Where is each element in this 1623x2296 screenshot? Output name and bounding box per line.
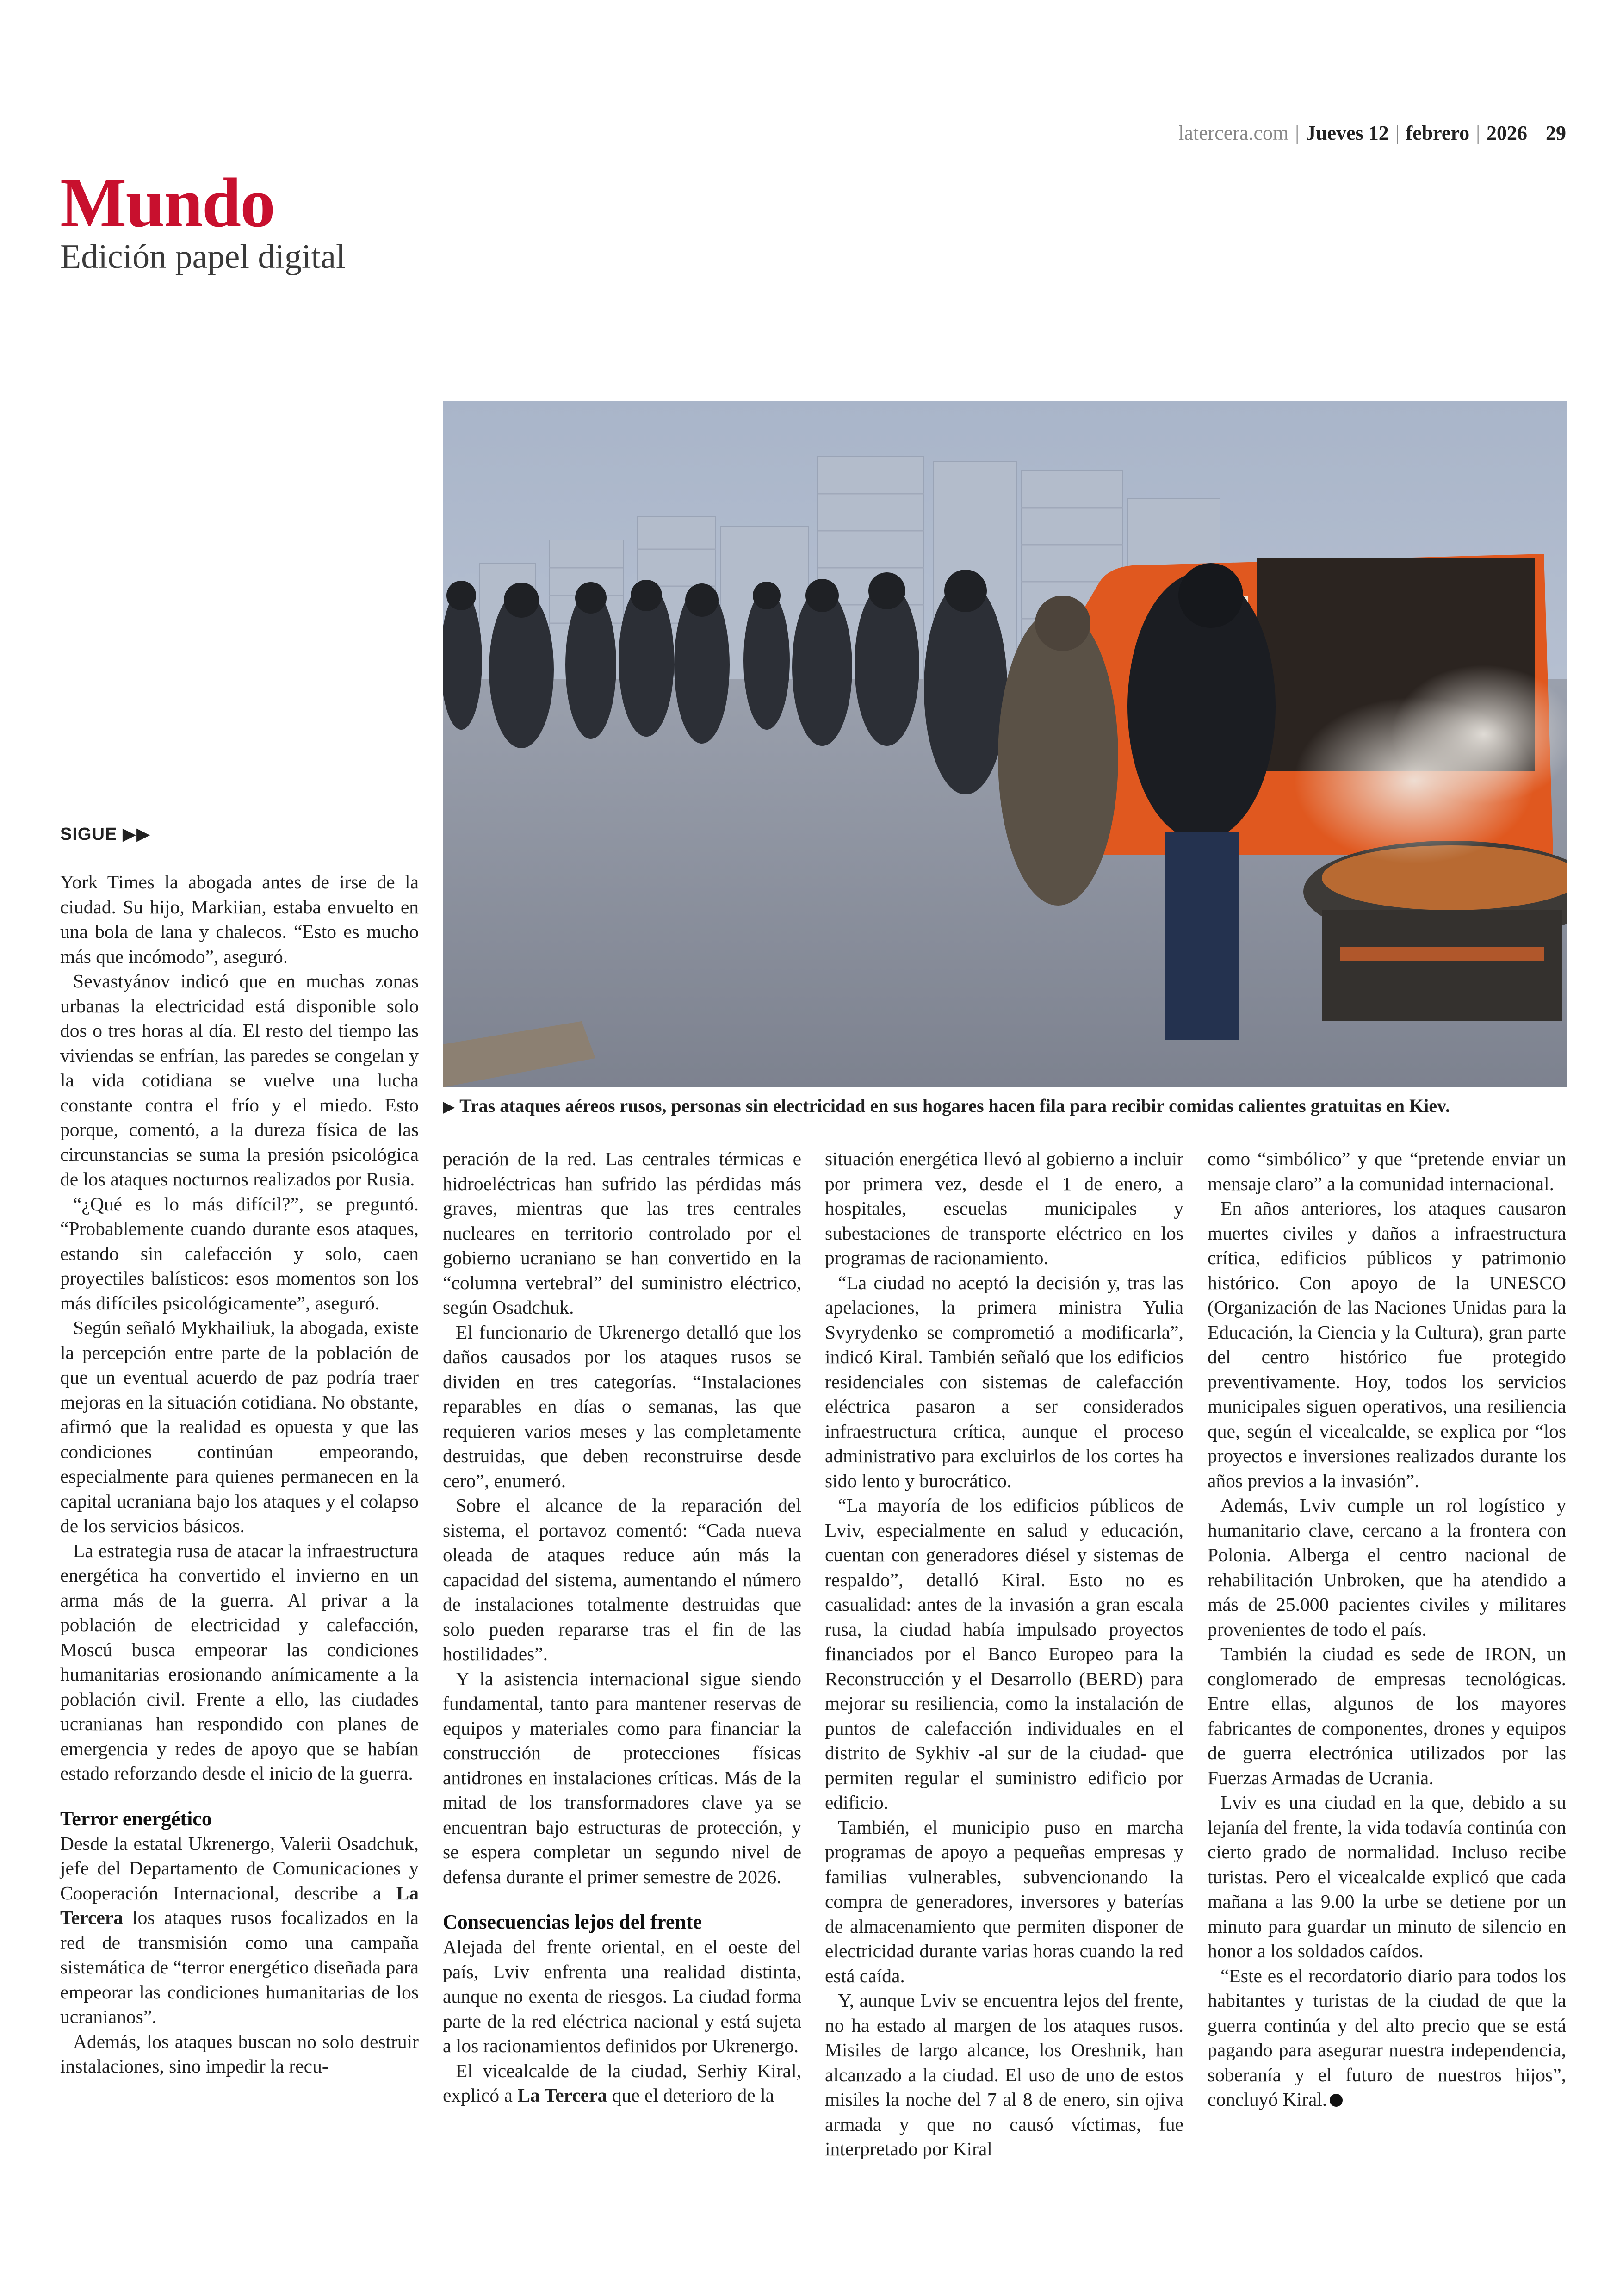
- paragraph: En años anteriores, los ataques causaron muertes civiles y daños a infraestructura crítica, edificios públicos y patrimonio histórico. Con apoyo de la UNESCO (Organización de las Naciones Unidas para la Educación, la Ciencia y la Cultura), gran parte del centro histórico fue protegido preventivamente. Hoy, todos los servicios municipales siguen operativos, una resiliencia que, según el vicealcalde, se explica por “los proyectos e inversiones realizados durante los años previos a la invasión”.: [1208, 1198, 1566, 1491]
- article-column-1: [60, 870, 419, 2079]
- article-column-4: [1208, 1147, 1566, 2112]
- newspaper-name: La Tercera: [60, 1882, 419, 1928]
- paragraph: situación energética llevó al gobierno a incluir por primera vez, desde el 1 de enero, a hospitales, escuelas municipales y subestaciones de transporte eléctrico en los programas de racionamiento.: [825, 1148, 1183, 1268]
- issue-day: Jueves 12: [1306, 122, 1389, 144]
- paragraph: “Este es el recordatorio diario para todos los habitantes y turistas de la ciudad de que la guerra continúa y del alto precio que se está pagando para asegurar nuestra independencia, soberanía y el futuro de nuestros hijos”, concluyó Kiral.: [1208, 1965, 1566, 2110]
- paragraph: como “simbólico” y que “pretende enviar un mensaje claro” a la comunidad internacional.: [1208, 1148, 1566, 1194]
- section-subtitle: Edición papel digital: [60, 238, 346, 276]
- paragraph: El funcionario de Ukrenergo detalló que los daños causados por los ataques rusos se dividen en tres categorías. “Instalaciones reparables en días o semanas, las que requieren varios meses y las completamente destruidas, que deben reconstruirse desde cero”, enumeró.: [443, 1321, 801, 1491]
- paragraph: Desde la estatal Ukrenergo, Valerii Osadchuk, jefe del Departamento de Comunicaciones y Cooperación Internacional, describe a La Tercera los ataques rusos focalizados en la red de transmisión como una campaña sistemática de “terror energético diseñada para empeorar las condiciones humanitarias de los ucranianos”.: [60, 1832, 419, 2027]
- paragraph: Y, aunque Lviv se encuentra lejos del frente, no ha estado al margen de los ataques rusos. Misiles de largo alcance, los Oreshnik, han alcanzado a la ciudad. El uso de uno de estos misiles la noche del 7 al 8 de enero, sin ojiva armada y que no causó víctimas, fue interpretado por Kiral: [825, 1990, 1183, 2159]
- paragraph: La estrategia rusa de atacar la infraestructura energética ha convertido el invierno en un arma más de la guerra. Al privar a la población de electricidad y calefacción, Moscú busca empeorar las condiciones humanitarias erosionando anímicamente a la población civil. Frente a ello, las ciudades ucranianas han respondido con planes de emergencia y redes de apoyo que se habían estado reforzando desde el inicio de la guerra.: [60, 1539, 419, 1784]
- newspaper-name: La Tercera: [517, 2085, 607, 2106]
- paragraph: Alejada del frente oriental, en el oeste del país, Lviv enfrenta una realidad distinta, aunque no exenta de riesgos. La ciudad forma parte de la red eléctrica nacional y está sujeta a los racionamientos definidos por Ukrenergo.: [443, 1936, 801, 2056]
- paragraph: “¿Qué es lo más difícil?”, se preguntó. “Probablemente cuando durante esos ataques, estando sin calefacción y solo, caen proyectiles balísticos: esos momentos son los más difíciles psicológicamente”, aseguró.: [60, 1193, 419, 1314]
- continues-label: SIGUE ▶▶: [60, 825, 151, 844]
- paragraph: “La ciudad no aceptó la decisión y, tras las apelaciones, la primera ministra Yulia Svyrydenko se comprometió a modificarla”, indicó Kiral. También señaló que los edificios residenciales con sistemas de calefacción eléctrica pasaron a ser considerados infraestructura crítica, aunque el proceso administrativo para excluirlos de los cortes ha sido lento y burocrático.: [825, 1272, 1183, 1491]
- photo-caption: [443, 1094, 1572, 1117]
- article-column-3: [825, 1147, 1183, 2162]
- issue-month: febrero: [1406, 122, 1470, 144]
- caption-triangle-icon: ▶: [443, 1098, 455, 1116]
- paragraph: El vicealcalde de la ciudad, Serhiy Kiral, explicó a La Tercera que el deterioro de la: [443, 2060, 801, 2106]
- paragraph: York Times la abogada antes de irse de la ciudad. Su hijo, Markiian, estaba envuelto en una bola de lana y chalecos. “Esto es mucho más que incómodo”, aseguró.: [60, 871, 419, 967]
- news-photo: [443, 401, 1567, 1087]
- subheading-terror-energetico: Terror energético: [60, 1807, 212, 1830]
- paragraph: Según señaló Mykhailiuk, la abogada, existe la percepción entre parte de la población de que un eventual acuerdo de paz podría traer mejoras en la situación cotidiana. No obstante, afirmó que la realidad es opuesta y que las condiciones continúan empeorando, especialmente para quienes permanecen en la capital ucraniana bajo los ataques y el colapso de los servicios básicos.: [60, 1317, 419, 1536]
- issue-year: 2026: [1487, 122, 1527, 144]
- subheading-consecuencias: Consecuencias lejos del frente: [443, 1911, 702, 1933]
- page-number: 29: [1546, 122, 1566, 144]
- site-name: latercera.com: [1178, 122, 1289, 144]
- paragraph: Lviv es una ciudad en la que, debido a su lejanía del frente, la vida todavía continúa con cierto grado de normalidad. Incluso recibe turistas. Pero el vicealcalde explicó que cada mañana a las 9.00 la urbe se detiene por un minuto para guardar un minuto de silencio en honor a los soldados caídos.: [1208, 1792, 1566, 1961]
- article-column-2: [443, 1147, 801, 2108]
- caption-text: Tras ataques aéreos rusos, personas sin electricidad en sus hogares hacen fila para recibir comidas calientes gratuitas en Kiev.: [459, 1095, 1450, 1116]
- paragraph: También la ciudad es sede de IRON, un conglomerado de empresas tecnológicas. Entre ellas, algunos de los mayores fabricantes de componentes, drones y equipos de guerra electrónica utilizados por las Fuerzas Armadas de Ucrania.: [1208, 1643, 1566, 1788]
- paragraph: “La mayoría de los edificios públicos de Lviv, especialmente en salud y educación, cuentan con generadores diésel y sistemas de respaldo”, detalló Kiral. Esto no es casualidad: antes de la invasión a gran escala rusa, la ciudad había impulsado proyectos financiados por el Banco Europeo para la Reconstrucción y el Desarrollo (BERD) para mejorar su resiliencia, como la instalación de puntos de calefacción individuales en el distrito de Sykhiv -al sur de la ciudad- que permiten regular el suministro edificio por edificio.: [825, 1495, 1183, 1813]
- section-title: Mundo: [60, 164, 275, 242]
- paragraph: Y la asistencia internacional sigue siendo fundamental, tanto para mantener reservas de equipos y materiales como para financiar la construcción de protecciones físicas antidrones en instalaciones críticas. Más de la mitad de los transformadores clave ya se encuentran bajo estructuras de protección, y se espera completar un segundo nivel de defensa durante el primer semestre de 2026.: [443, 1668, 801, 1887]
- running-head: latercera.com | Jueves 12 | febrero | 2026 29: [1178, 122, 1566, 144]
- paragraph: Sevastyánov indicó que en muchas zonas urbanas la electricidad está disponible solo dos o tres horas al día. El resto del tiempo las viviendas se enfrían, las paredes se congelan y la vida cotidiana se vuelve una lucha constante contra el frío y el miedo. Esto porque, comentó, a la dureza física de las circunstancias se suma la presión psicológica de los ataques nocturnos realizados por Rusia.: [60, 970, 419, 1190]
- paragraph: También, el municipio puso en marcha programas de apoyo a pequeñas empresas y familias vulnerables, subvencionando la compra de generadores, inversores y baterías de almacenamiento que permiten disponer de electricidad durante varias horas cuando la red está caída.: [825, 1816, 1183, 1986]
- paragraph: peración de la red. Las centrales térmicas e hidroeléctricas han sufrido las pérdidas más graves, mientras que las tres centrales nucleares en territorio controlado por el gobierno ucraniano se han convertido en la “columna vertebral” del suministro eléctrico, según Osadchuk.: [443, 1148, 801, 1318]
- end-mark-icon: [1330, 2094, 1343, 2107]
- paragraph: Además, los ataques buscan no solo destruir instalaciones, sino impedir la recu-: [60, 2030, 419, 2077]
- paragraph: Además, Lviv cumple un rol logístico y humanitario clave, cercano a la frontera con Polonia. Alberga el centro nacional de rehabilitación Unbroken, que ha atendido a más de 25.000 pacientes civiles y militares provenientes de todo el país.: [1208, 1495, 1566, 1640]
- paragraph: Sobre el alcance de la reparación del sistema, el portavoz comentó: “Cada nueva oleada de ataques reduce aún más la capacidad del sistema, aumentando el número de instalaciones totalmente destruidas que solo pueden repararse tras el fin de las hostilidades”.: [443, 1495, 801, 1664]
